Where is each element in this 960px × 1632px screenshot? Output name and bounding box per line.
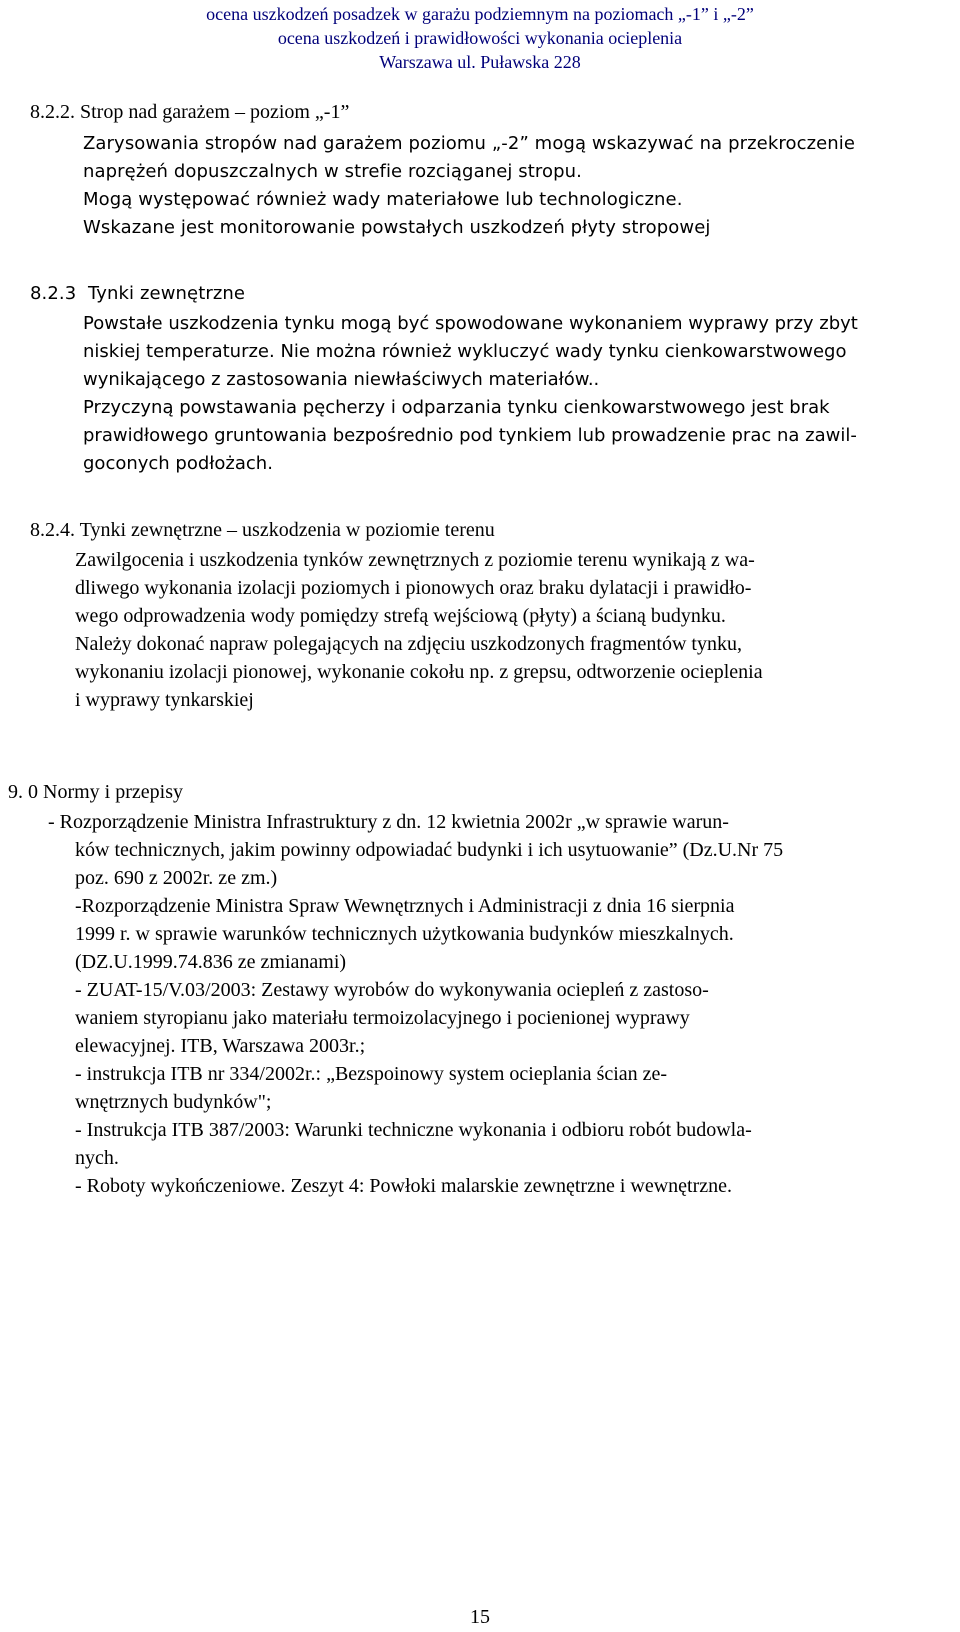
paragraph-line: niskiej temperaturze. Nie można również wykluczyć wady tynku cienkowarstwowego [83,341,847,362]
paragraph-line: goconych podłożach. [83,453,273,474]
paragraph-line: Wskazane jest monitorowanie powstałych uszkodzeń płyty stropowej [83,217,711,238]
list-item: (DZ.U.1999.74.836 ze zmianami) [75,951,347,973]
section-9-0-list [75,836,960,1200]
section-8-2-3-body [83,310,953,478]
section-9-0-list-first [48,808,943,836]
list-item: ków technicznych, jakim powinny odpowiadać budynki i ich usytuowanie” (Dz.U.Nr 75 [75,839,784,861]
list-item: 1999 r. w sprawie warunków technicznych użytkowania budynków mieszkalnych. [75,923,734,945]
paragraph-line: Należy dokonać napraw polegających na zdjęciu uszkodzonych fragmentów tynku, [75,633,742,655]
list-item: poz. 690 z 2002r. ze zm.) [75,867,278,889]
paragraph-line: prawidłowego gruntowania bezpośrednio pod tynkiem lub prowadzenie prac na zawil- [83,425,857,446]
section-8-2-2 [30,98,930,126]
paragraph-line: Przyczyną powstawania pęcherzy i odparzania tynku cienkowarstwowego jest brak [83,397,830,418]
section-heading: 9. 0 Normy i przepisy [8,781,183,803]
section-9-0 [8,778,908,806]
header-line-2: ocena uszkodzeń i prawidłowości wykonania ocieplenia [277,28,683,48]
paragraph-line: Mogą występować również wady materiałowe lub technologiczne. [83,189,683,210]
section-number: 8.2.3 [30,283,77,304]
list-item: - instrukcja ITB nr 334/2002r.: „Bezspoinowy system ocieplania ścian ze- [75,1063,668,1085]
page-header [0,2,960,74]
header-line-1: ocena uszkodzeń posadzek w garażu podziemnym na poziomach „-1” i „-2” [206,4,754,24]
header-line-3: Warszawa ul. Puławska 228 [379,52,581,72]
page-number: 15 [470,1606,490,1628]
section-8-2-3-heading [30,280,930,308]
section-8-2-4 [30,516,930,544]
paragraph-line: Zarysowania stropów nad garażem poziomu „-2” mogą wskazywać na przekroczenie [83,133,856,154]
list-item: wnętrznych budynków"; [75,1091,272,1113]
paragraph-line: i wyprawy tynkarskiej [75,689,254,711]
list-item: - Rozporządzenie Ministra Infrastruktury z dn. 12 kwietnia 2002r „w sprawie warun- [48,811,729,833]
paragraph-line: wynikającego z zastosowania niewłaściwych materiałów.. [83,369,600,390]
list-item: -Rozporządzenie Ministra Spraw Wewnętrznych i Administracji z dnia 16 sierpnia [75,895,735,917]
paragraph-line: Powstałe uszkodzenia tynku mogą być spowodowane wykonaniem wyprawy przy zbyt [83,313,858,334]
list-item: - Instrukcja ITB 387/2003: Warunki techniczne wykonania i odbioru robót budowla- [75,1119,752,1141]
list-item: - ZUAT-15/V.03/2003: Zestawy wyrobów do wykonywania ociepleń z zastoso- [75,979,709,1001]
list-item: elewacyjnej. ITB, Warszawa 2003r.; [75,1035,366,1057]
paragraph-line: Zawilgocenia i uszkodzenia tynków zewnętrznych z poziomie terenu wynikają z wa- [75,549,755,571]
list-item: nych. [75,1147,119,1169]
section-heading: 8.2.4. Tynki zewnętrzne – uszkodzenia w poziomie terenu [30,519,495,541]
paragraph-line: naprężeń dopuszczalnych w strefie rozciąganej stropu. [83,161,583,182]
paragraph-line: wykonaniu izolacji pionowej, wykonanie cokołu np. z grepsu, odtworzenie ocieplenia [75,661,763,683]
paragraph-line: dliwego wykonania izolacji poziomych i pionowych oraz braku dylatacji i prawidło- [75,577,752,599]
paragraph-line: wego odprowadzenia wody pomiędzy strefą wejściową (płyty) a ścianą budynku. [75,605,726,627]
section-heading: 8.2.2. Strop nad garażem – poziom „-1” [30,101,350,123]
section-8-2-4-body [75,546,940,714]
section-8-2-2-body [83,130,933,242]
list-item: - Roboty wykończeniowe. Zeszyt 4: Powłoki malarskie zewnętrzne i wewnętrzne. [75,1175,733,1197]
list-item: waniem styropianu jako materiału termoizolacyjnego i pocienionej wyprawy [75,1007,690,1029]
section-title: Tynki zewnętrzne [87,283,246,304]
